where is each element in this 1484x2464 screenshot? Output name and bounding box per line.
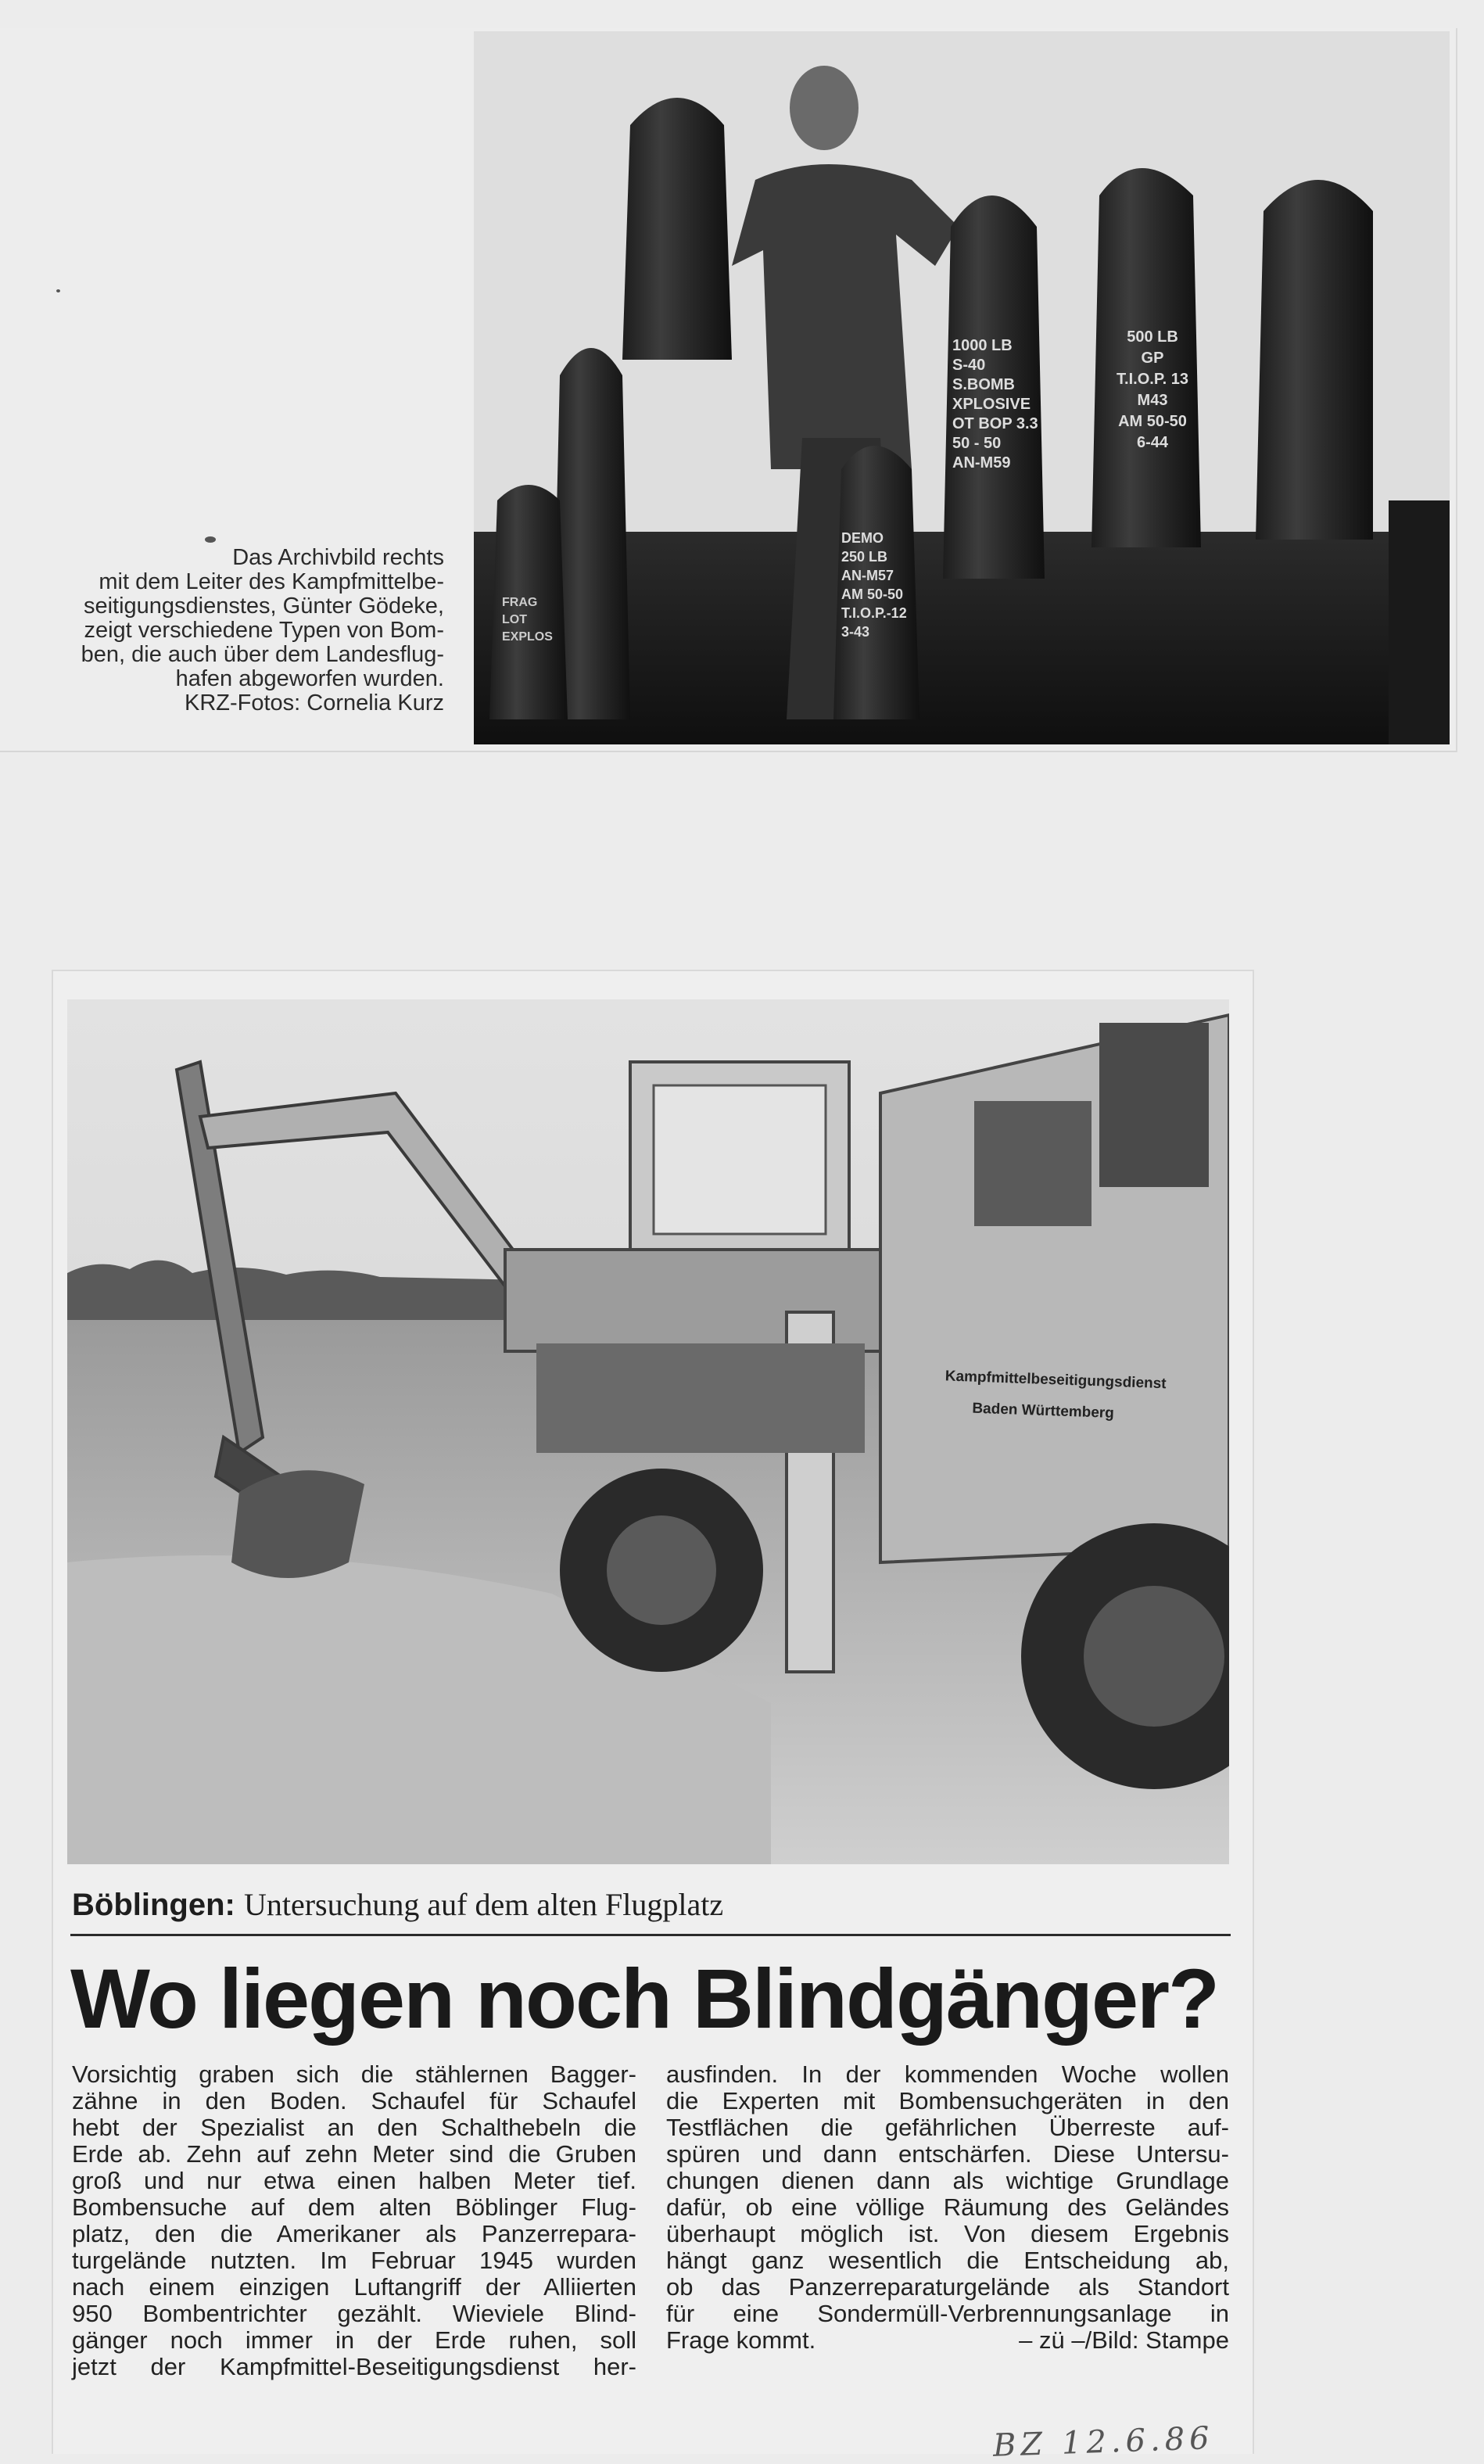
caption-line: Das Archivbild rechts xyxy=(232,545,444,570)
kicker-topic: Untersuchung auf dem alten Flugplatz xyxy=(243,1887,724,1922)
paper-speck xyxy=(205,536,216,543)
text-line: Vorsichtig graben sich die stählernen Bagger- xyxy=(72,2061,636,2088)
bomb-label-frag: FRAG LOT EXPLOS xyxy=(502,596,553,644)
kicker-line xyxy=(72,1886,723,1923)
excavator-photo xyxy=(67,999,1229,1864)
photo-credit: KRZ-Fotos: Cornelia Kurz xyxy=(185,690,444,716)
text-line: Testflächen die gefährlichen Überreste auf- xyxy=(666,2114,1229,2141)
text-line: platz, den die Amerikaner als Panzerrepara- xyxy=(72,2220,636,2247)
text-line: gänger noch immer in der Erde ruhen, soll xyxy=(72,2326,636,2354)
paper-speck xyxy=(56,289,60,292)
bomb-label-500lb: 500 LB GP T.I.O.P. 13 M43 AM 50-50 6-44 xyxy=(1117,328,1188,451)
byline: – zü –/Bild: Stampe xyxy=(1019,2326,1229,2354)
caption-line: seitigungsdienstes, Günter Gödeke, xyxy=(83,594,444,619)
handwritten-note: BZ 12.6.86 xyxy=(992,2420,1215,2464)
text-line: hebt der Spezialist an den Schalthebeln die xyxy=(72,2114,636,2141)
text-line: überhaupt möglich ist. Von diesem Ergebnis xyxy=(666,2220,1229,2247)
kicker-place: Böblingen: xyxy=(72,1888,235,1922)
text-line: jetzt der Kampfmittel-Beseitigungsdienst her- xyxy=(72,2353,636,2380)
kicker-rule xyxy=(70,1934,1231,1936)
caption-line: hafen abgeworfen wurden. xyxy=(175,666,444,691)
caption-line: mit dem Leiter des Kampfmittelbe- xyxy=(99,569,444,594)
text-line: turgelände nutzten. Im Februar 1945 wurden xyxy=(72,2247,636,2274)
text-line: Frage kommt. xyxy=(666,2326,816,2354)
text-line: hängt ganz wesentlich die Entscheidung ab, xyxy=(666,2247,1229,2274)
text-line: ausfinden. In der kommenden Woche wollen xyxy=(666,2061,1229,2088)
article-column-right xyxy=(666,2061,1229,2354)
text-line: groß und nur etwa einen halben Meter tief. xyxy=(72,2167,636,2194)
bomb-label-1000lb: 1000 LB S-40 S.BOMB XPLOSIVE OT BOP 3.3 50 - 50 AN-M59 xyxy=(952,337,1038,472)
text-line: für eine Sondermüll-Verbrennungsanlage in xyxy=(666,2300,1229,2327)
headline: Wo liegen noch Blindgänger? xyxy=(70,1951,1219,2046)
text-line: nach einem einzigen Luftangriff der Alliierten xyxy=(72,2273,636,2301)
text-line: Erde ab. Zehn auf zehn Meter sind die Gruben xyxy=(72,2140,636,2168)
text-line: spüren und dann entschärfen. Diese Untersu- xyxy=(666,2140,1229,2168)
archive-photo-bombs xyxy=(474,31,1450,744)
bomb-label-250lb: DEMO 250 LB AN-M57 AM 50-50 T.I.O.P.-12 3-43 xyxy=(841,530,907,640)
text-line: ob das Panzerreparaturgelände als Standort xyxy=(666,2273,1229,2301)
bomb-shape xyxy=(622,98,732,360)
text-line: Bombensuche auf dem alten Böblinger Flug- xyxy=(72,2193,636,2221)
article-column-left xyxy=(72,2061,636,2380)
text-line: zähne in den Boden. Schaufel für Schaufel xyxy=(72,2087,636,2114)
text-line-last xyxy=(666,2327,1229,2354)
text-line: dafür, ob eine völlige Räumung des Geländes xyxy=(666,2193,1229,2221)
text-line: die Experten mit Bombensuchgeräten in den xyxy=(666,2087,1229,2114)
caption-line: ben, die auch über dem Landesflug- xyxy=(81,642,444,667)
caption-line: zeigt verschiedene Typen von Bom- xyxy=(84,618,444,643)
truck-door-lettering: Kampfmittelbeseitigungsdienst Baden Württemberg xyxy=(945,1368,1167,1422)
photo-caption xyxy=(6,546,444,716)
text-line: chungen dienen dann als wichtige Grundlage xyxy=(666,2167,1229,2194)
text-line: 950 Bombentrichter gezählt. Wieviele Blind- xyxy=(72,2300,636,2327)
